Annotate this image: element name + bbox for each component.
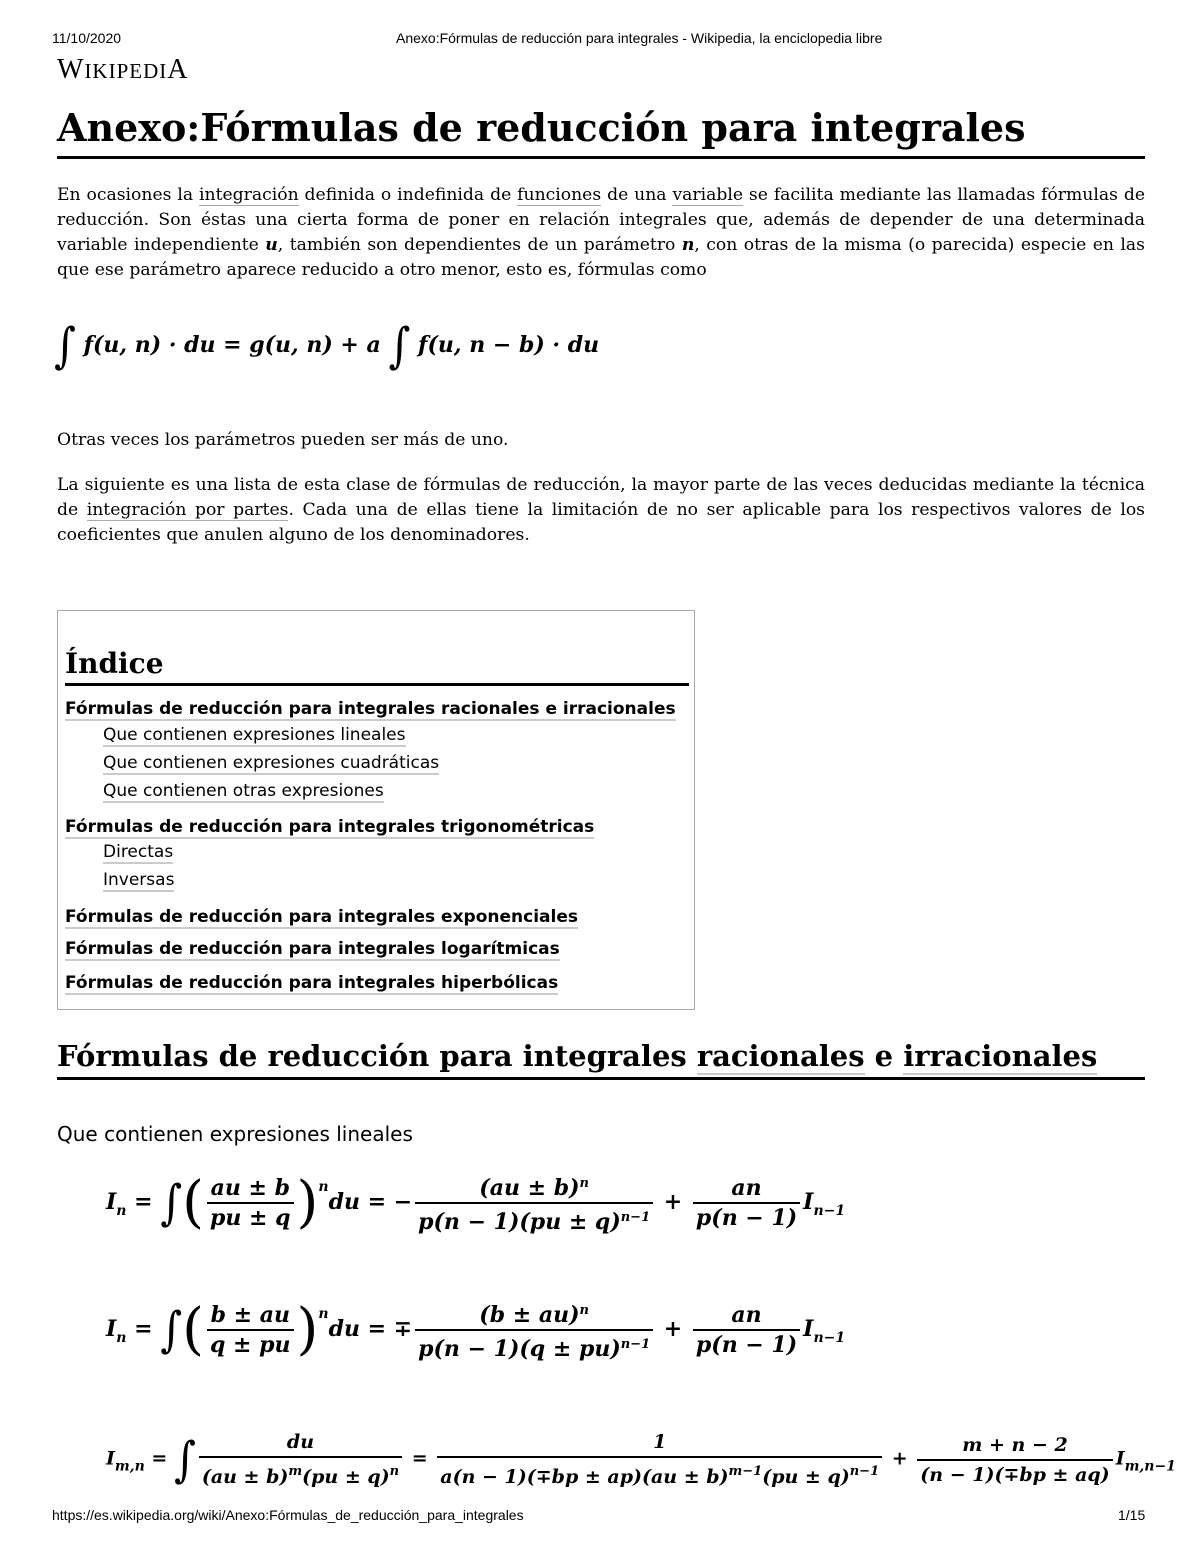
toc-item-trigonometricas[interactable]: Fórmulas de reducción para integrales trigonométricas: [65, 817, 595, 837]
link-funciones[interactable]: funciones: [517, 185, 602, 205]
link-integracion[interactable]: integración: [199, 185, 299, 205]
page-title: Anexo:Fórmulas de reducción para integrales: [57, 102, 1145, 159]
general-reduction-formula: ∫ f(u, n) · du = g(u, n) + a ∫ f(u, n − b) · du: [54, 317, 600, 374]
toc-item-cuadraticas[interactable]: Que contienen expresiones cuadráticas: [103, 753, 440, 773]
toc-item-inversas[interactable]: Inversas: [103, 870, 175, 890]
toc-item-racionales[interactable]: Fórmulas de reducción para integrales racionales e irracionales: [65, 699, 676, 719]
print-page-title: Anexo:Fórmulas de reducción para integrales - Wikipedia, la enciclopedia libre: [396, 30, 883, 46]
section-heading-racionales: Fórmulas de reducción para integrales racionales e irracionales: [57, 1036, 1145, 1080]
toc-item-lineales[interactable]: Que contienen expresiones lineales: [103, 725, 406, 745]
toc-item-logaritmicas[interactable]: Fórmulas de reducción para integrales logarítmicas: [65, 939, 560, 959]
toc-item-directas[interactable]: Directas: [103, 842, 174, 862]
formula-linear-1: $I_n$ = ∫( $\frac{au \pm b}{pu \pm q}$ )$^n$du = − $\frac{(au \pm b)^n}{p(n - 1)(pu \pm q)^{n-1}}$ + $\frac{an}{p(n - 1)}$ $I_{n-1}$: [106, 1170, 846, 1235]
wikipedia-logo[interactable]: WIKIPEDIA: [57, 54, 189, 85]
formula-linear-2: $I_n$ = ∫( $\frac{b \pm au}{q \pm pu}$ )$^n$du = ∓ $\frac{(b \pm au)^n}{p(n - 1)(q \pm pu)^{n-1}}$ + $\frac{an}{p(n - 1)}$ $I_{n-1}$: [106, 1297, 846, 1362]
formula-linear-3: $I_{m,n}$ = ∫ $\frac{du}{(au \pm b)^m(pu \pm q)^n}$ = $\frac{1}{a(n - 1)(\mp bp \pm ap)(au \pm b)^{m-1}(pu \pm q)^{n-1}}$ + $\frac{m + n - 2}{(n - 1)(\mp bp \pm aq)}$ $I_{m,n-1}$: [106, 1428, 1176, 1491]
link-variable[interactable]: variable: [672, 185, 744, 205]
link-irracionales[interactable]: irracionales: [903, 1039, 1098, 1073]
toc-title: Índice: [65, 645, 689, 686]
toc-item-otras[interactable]: Que contienen otras expresiones: [103, 781, 384, 801]
link-integracion-por-partes[interactable]: integración por partes: [86, 500, 289, 520]
print-url: https://es.wikipedia.org/wiki/Anexo:Fórmulas_de_reducción_para_integrales: [52, 1507, 524, 1523]
intro-paragraph: En ocasiones la integración definida o indefinida de funciones de una variable se facilita mediante las llamadas fórmulas de reducción. Son éstas una cierta forma de poner en relación integrales que, además de depender de una determinada variable independiente u, también son dependientes de un parámetro n, con otras de la misma (o parecida) especie en las que ese parámetro aparece reducido a otro menor, esto es, fórmulas como: [57, 185, 1145, 280]
paragraph-lista: La siguiente es una lista de esta clase de fórmulas de reducción, la mayor parte de las veces deducidas mediante la técnica de integración por partes. Cada una de ellas tiene la limitación de no ser aplicable para los respectivos valores de los coeficientes que anulen alguno de los denominadores.: [57, 475, 1145, 545]
link-racionales[interactable]: racionales: [696, 1039, 865, 1073]
toc-item-exponenciales[interactable]: Fórmulas de reducción para integrales exponenciales: [65, 907, 578, 927]
subsection-heading-lineales: Que contienen expresiones lineales: [57, 1122, 413, 1146]
print-date: 11/10/2020: [52, 30, 122, 46]
table-of-contents: [57, 610, 695, 1010]
toc-item-hiperbolicas[interactable]: Fórmulas de reducción para integrales hiperbólicas: [65, 973, 559, 993]
paragraph-parametros: Otras veces los parámetros pueden ser más de uno.: [57, 430, 509, 450]
print-page-number: 1/15: [1118, 1507, 1146, 1523]
